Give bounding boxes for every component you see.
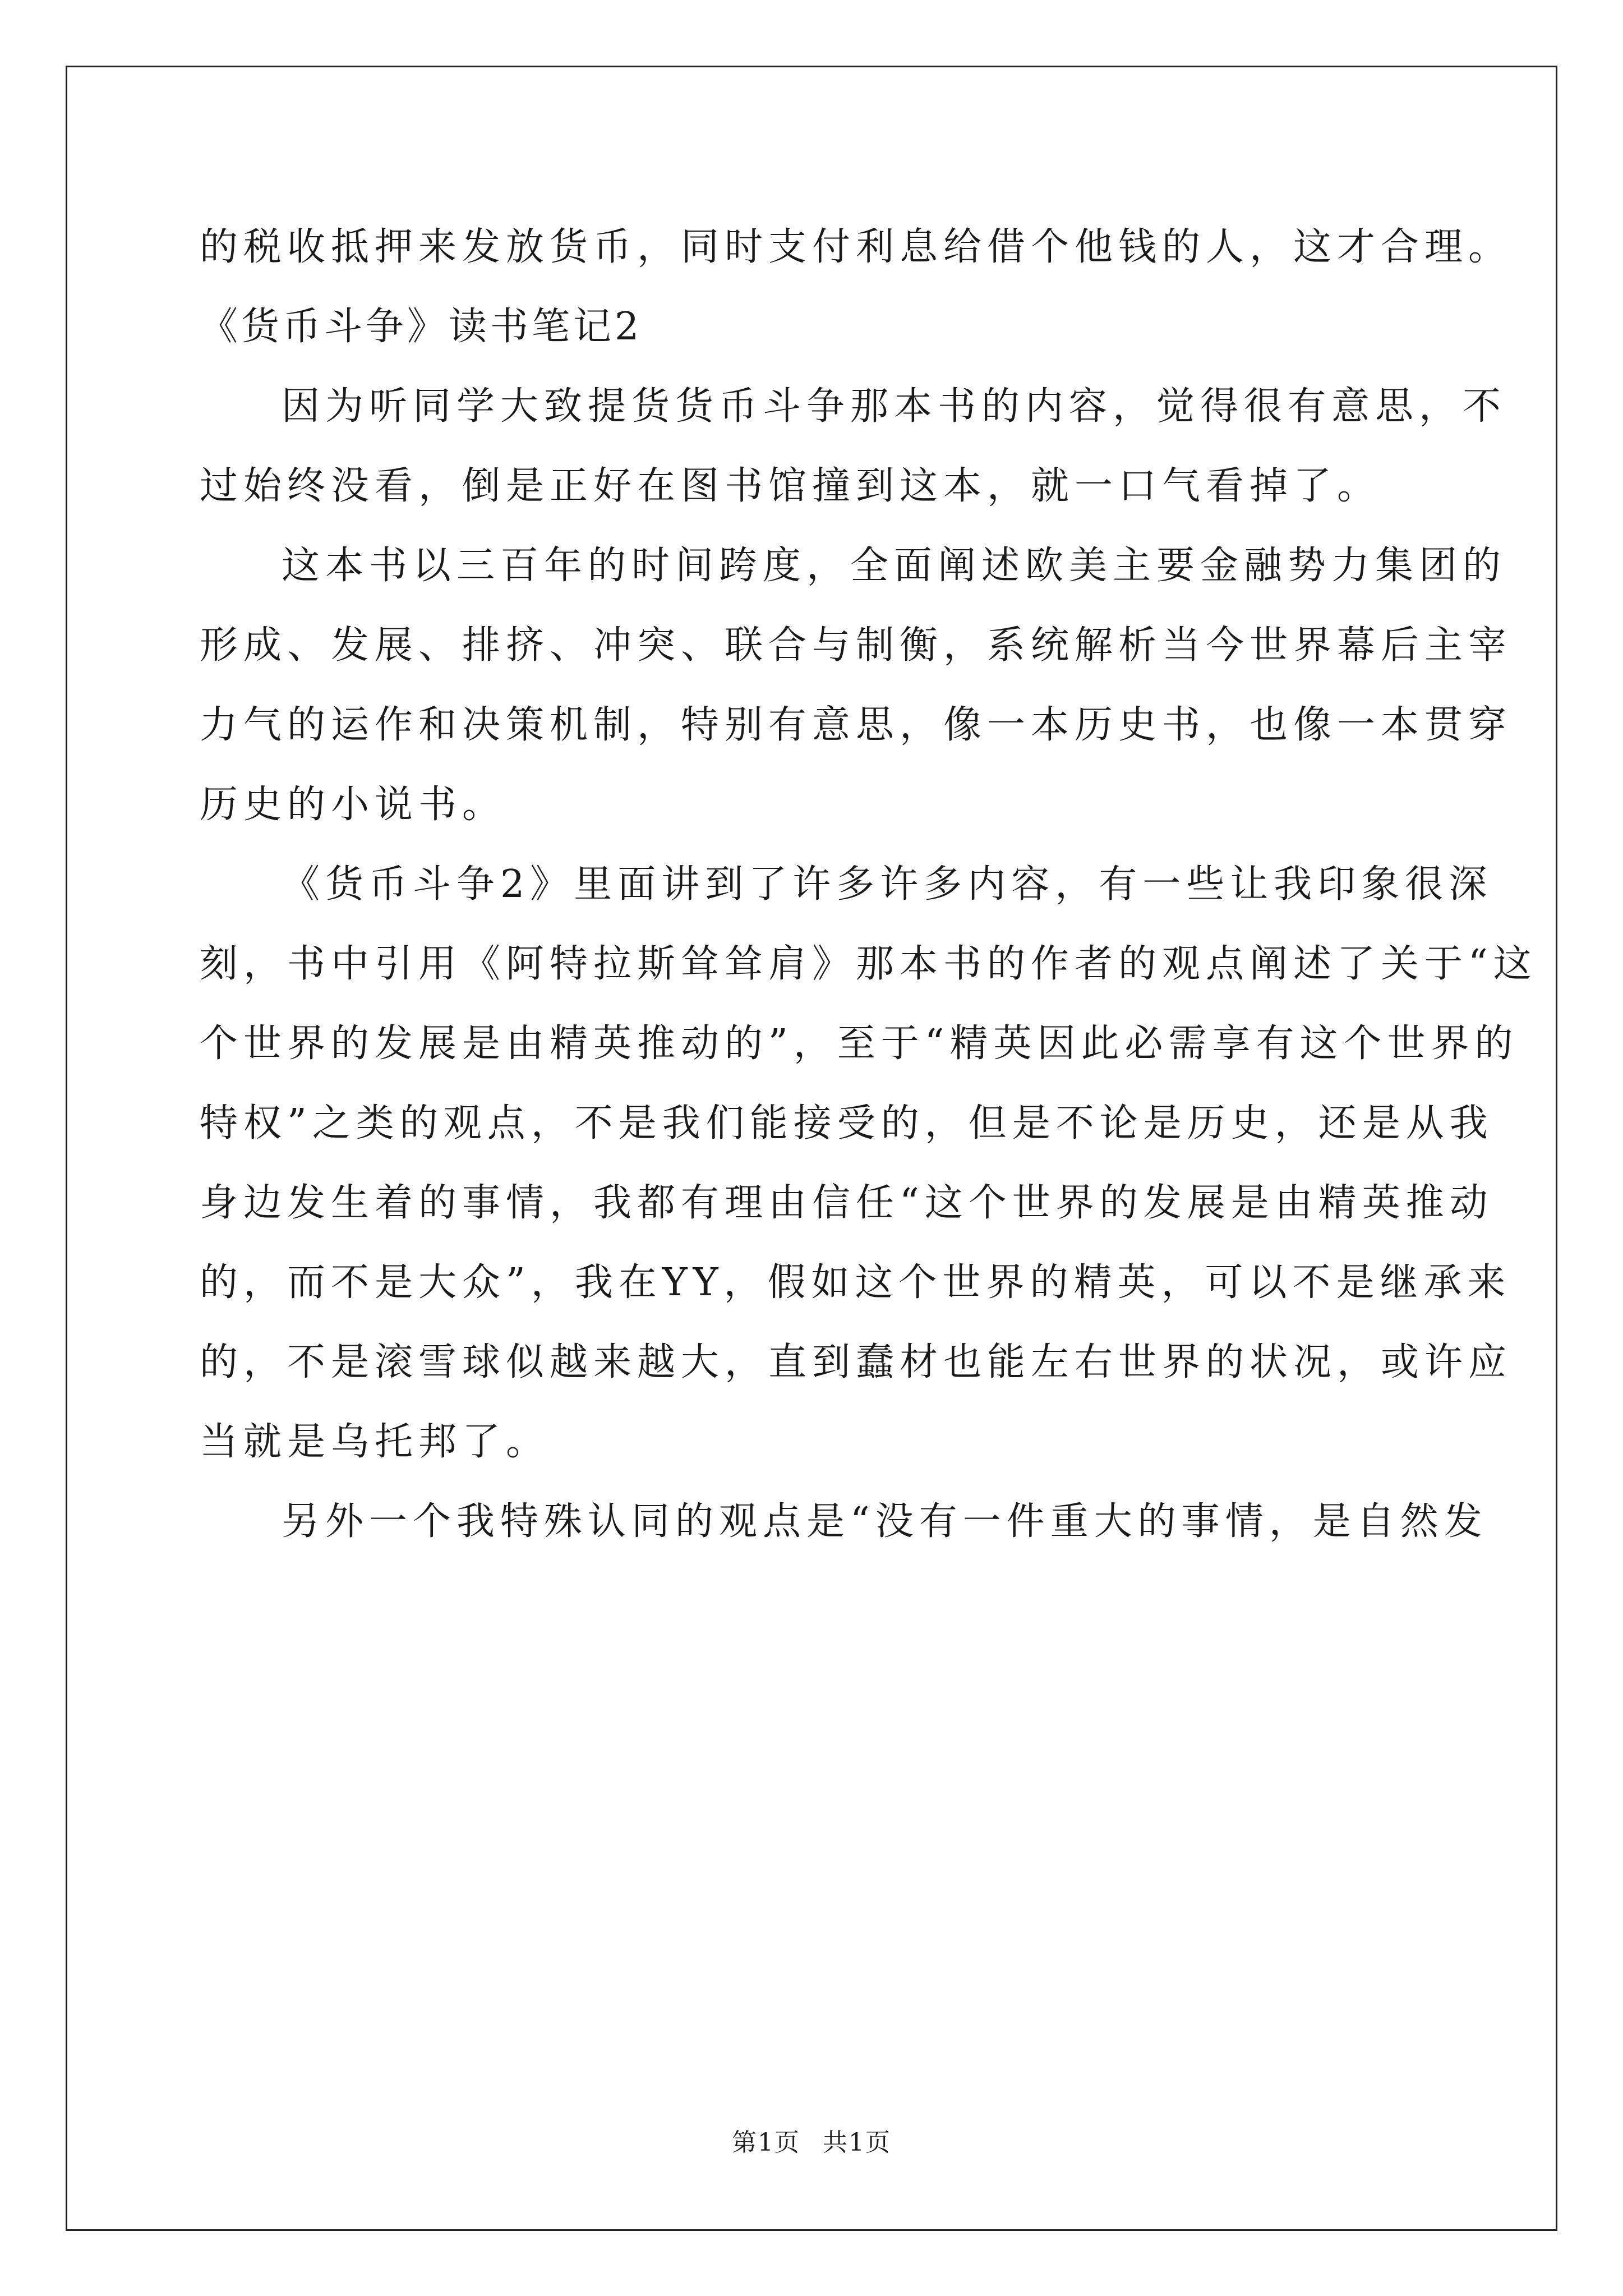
text-line: 《货币斗争2》里面讲到了许多许多内容，有一些让我印象很深: [282, 862, 1493, 907]
text-line: 这本书以三百年的时间跨度，全面阐述欧美主要金融势力集团的: [282, 544, 1507, 588]
page-footer: [0, 2126, 1623, 2160]
text-line: 因为听同学大致提货货币斗争那本书的内容，觉得很有意思，不: [282, 384, 1507, 429]
text-line: 过始终没看，倒是正好在图书馆撞到这本，就一口气看掉了。: [200, 464, 1381, 508]
text-line: 特权”之类的观点，不是我们能接受的，但是不论是历史，还是从我: [200, 1101, 1493, 1145]
text-line: 个世界的发展是由精英推动的”，至于“精英因此必需享有这个世界的: [200, 1022, 1519, 1066]
text-line: 另外一个我特殊认同的观点是“没有一件重大的事情，是自然发: [282, 1499, 1488, 1544]
text-line: 当就是乌托邦了。: [200, 1420, 550, 1464]
text-line: 历史的小说书。: [200, 783, 506, 827]
text-line: 力气的运作和决策机制，特别有意思，像一本历史书，也像一本贯穿: [200, 703, 1513, 747]
text-line: 形成、发展、排挤、冲突、联合与制衡，系统解析当今世界幕后主宰: [200, 623, 1513, 668]
page-number-total: 共1页: [823, 2128, 891, 2157]
text-line: 的，而不是大众”，我在YY，假如这个世界的精英，可以不是继承来: [200, 1260, 1511, 1305]
text-line: 的税收抵押来发放货币，同时支付利息给借个他钱的人，这才合理。: [200, 225, 1513, 269]
page-number-current: 第1页: [732, 2128, 800, 2157]
text-line: 的，不是滚雪球似越来越大，直到蠢材也能左右世界的状况，或许应: [200, 1340, 1513, 1384]
text-line: 刻，书中引用《阿特拉斯耸耸肩》那本书的作者的观点阐述了关于“这: [200, 942, 1537, 986]
document-body: [200, 208, 1537, 1562]
section-title: 《货币斗争》读书笔记2: [200, 305, 643, 349]
text-line: 身边发生着的事情，我都有理由信任“这个世界的发展是由精英推动: [200, 1181, 1493, 1225]
